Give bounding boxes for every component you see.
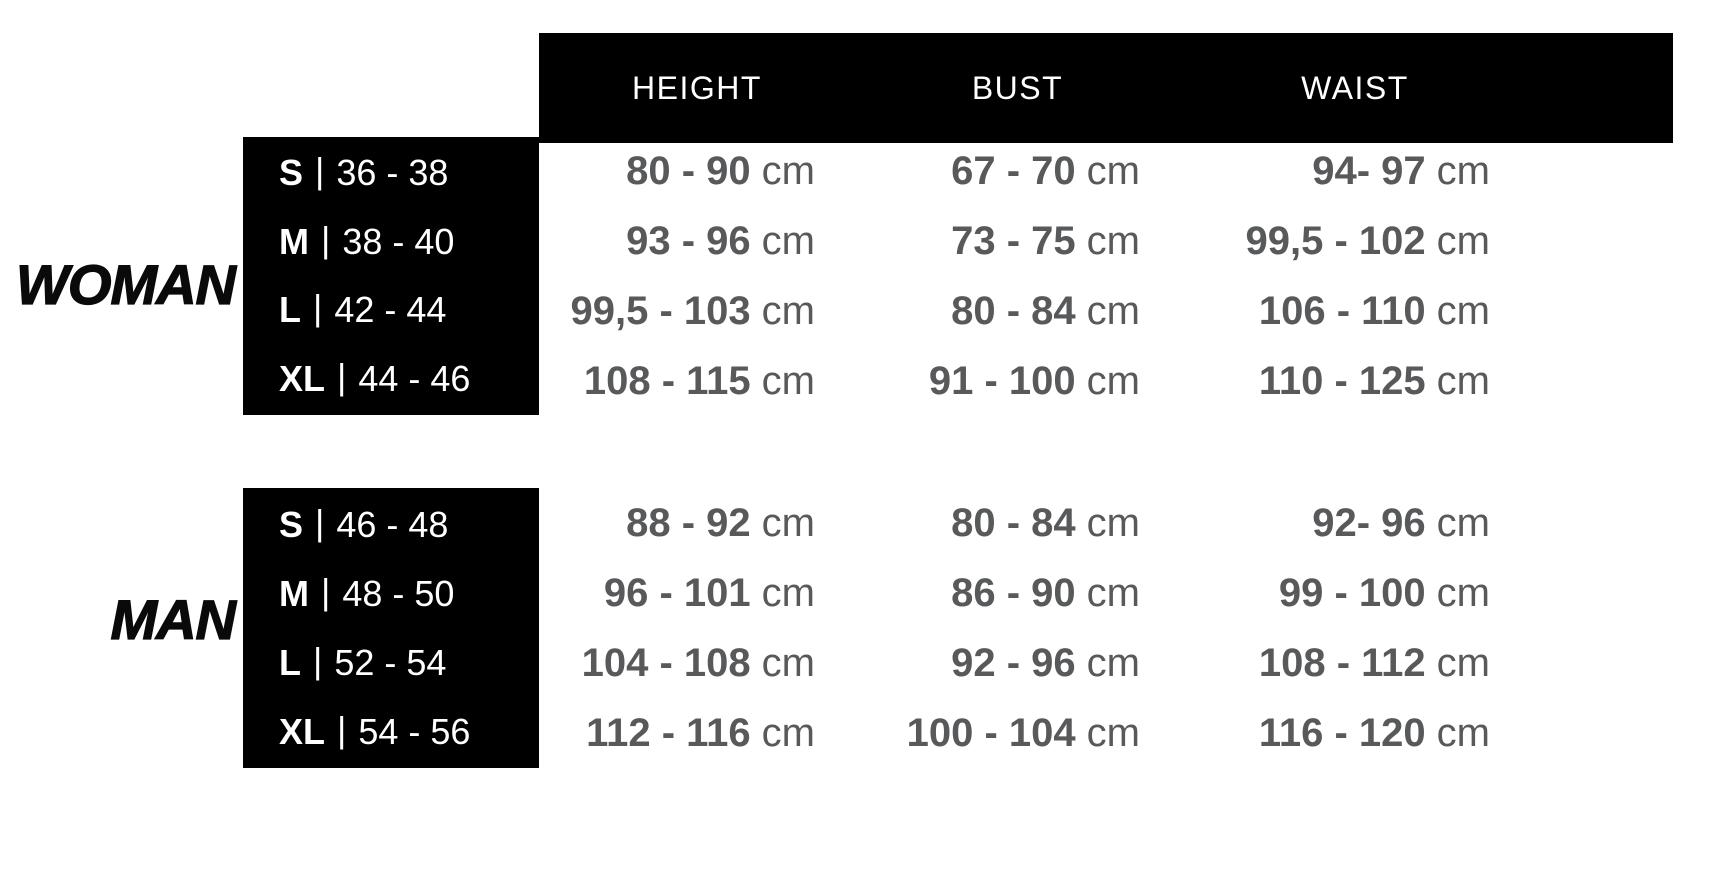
woman-size-row-m: [243, 208, 539, 277]
size-range: 54 - 56: [358, 710, 471, 752]
man-size-row-xl: [243, 697, 539, 766]
man-size-row-m: [243, 559, 539, 628]
value-number: 108 - 115: [583, 358, 751, 403]
value-unit: cm: [1436, 640, 1490, 685]
size-separator: |: [337, 708, 347, 750]
header-height: HEIGHT: [632, 69, 762, 106]
value-unit: cm: [1086, 358, 1140, 403]
value-unit: cm: [761, 148, 815, 193]
size-letter: XL: [279, 357, 326, 399]
value-number: 108 - 112: [1258, 640, 1426, 685]
bust-value: [855, 346, 1180, 416]
value-number: 110 - 125: [1258, 358, 1426, 403]
value-number: 92 - 96: [951, 640, 1076, 685]
value-unit: cm: [1436, 358, 1490, 403]
waist-value: [1180, 488, 1530, 558]
value-unit: cm: [1436, 710, 1490, 755]
value-number: 112 - 116: [586, 710, 751, 755]
bust-value: [855, 698, 1180, 768]
size-letter: M: [279, 220, 309, 262]
size-separator: |: [315, 150, 325, 192]
bust-value: [855, 628, 1180, 698]
value-number: 80 - 84: [951, 288, 1076, 333]
man-measurements-row-s: [539, 488, 1530, 558]
man-measurements-row-xl: [539, 698, 1530, 768]
value-unit: cm: [1436, 570, 1490, 615]
value-number: 99,5 - 103: [570, 288, 751, 333]
height-value: [539, 698, 855, 768]
height-value: [539, 346, 855, 416]
height-value: [539, 206, 855, 276]
height-value: [539, 488, 855, 558]
value-number: 88 - 92: [626, 500, 751, 545]
value-unit: cm: [1086, 500, 1140, 545]
woman-size-box: [243, 137, 539, 415]
waist-value: [1180, 346, 1530, 416]
measurement-header-bar: [539, 33, 1673, 143]
waist-value: [1180, 276, 1530, 346]
man-size-row-l: [243, 628, 539, 697]
man-measurements-row-m: [539, 558, 1530, 628]
size-letter: M: [279, 572, 309, 614]
value-number: 67 - 70: [951, 148, 1076, 193]
value-number: 116 - 120: [1258, 710, 1426, 755]
woman-size-row-xl: [243, 345, 539, 414]
size-range: 48 - 50: [342, 572, 455, 614]
value-number: 80 - 90: [626, 148, 751, 193]
woman-measurements-row-m: [539, 206, 1530, 276]
header-bust: BUST: [971, 69, 1064, 106]
value-unit: cm: [1436, 218, 1490, 263]
value-number: 100 - 104: [906, 710, 1076, 755]
value-unit: cm: [1086, 218, 1140, 263]
value-unit: cm: [761, 640, 815, 685]
size-letter: S: [279, 503, 304, 545]
waist-value: [1180, 558, 1530, 628]
size-separator: |: [337, 355, 347, 397]
woman-size-row-l: [243, 276, 539, 345]
value-number: 96 - 101: [603, 570, 751, 615]
man-measurements-row-l: [539, 628, 1530, 698]
value-unit: cm: [1086, 640, 1140, 685]
woman-measurements-row-l: [539, 276, 1530, 346]
value-unit: cm: [1436, 288, 1490, 333]
waist-value: [1180, 136, 1530, 206]
size-letter: L: [279, 641, 301, 683]
woman-section-label: WOMAN: [16, 252, 235, 316]
size-range: 44 - 46: [358, 357, 471, 399]
size-range: 36 - 38: [336, 152, 449, 194]
size-separator: |: [313, 287, 323, 329]
man-size-row-s: [243, 490, 539, 559]
size-range: 38 - 40: [342, 220, 455, 262]
size-separator: |: [315, 501, 325, 543]
size-range: 46 - 48: [336, 503, 449, 545]
value-number: 92- 96: [1312, 500, 1426, 545]
value-unit: cm: [761, 710, 815, 755]
value-unit: cm: [761, 218, 815, 263]
value-number: 80 - 84: [951, 500, 1076, 545]
height-value: [539, 136, 855, 206]
value-unit: cm: [1086, 710, 1140, 755]
size-separator: |: [321, 570, 331, 612]
size-letter: XL: [279, 710, 326, 752]
bust-value: [855, 558, 1180, 628]
height-value: [539, 558, 855, 628]
size-separator: |: [321, 218, 331, 260]
value-unit: cm: [761, 570, 815, 615]
value-unit: cm: [761, 500, 815, 545]
waist-value: [1180, 206, 1530, 276]
height-value: [539, 276, 855, 346]
value-unit: cm: [1436, 148, 1490, 193]
size-letter: S: [279, 152, 304, 194]
value-number: 99,5 - 102: [1245, 218, 1426, 263]
value-unit: cm: [1086, 288, 1140, 333]
man-size-box: [243, 488, 539, 768]
value-number: 86 - 90: [951, 570, 1076, 615]
value-number: 99 - 100: [1278, 570, 1426, 615]
value-number: 91 - 100: [928, 358, 1076, 403]
bust-value: [855, 136, 1180, 206]
value-number: 106 - 110: [1258, 288, 1426, 333]
bust-value: [855, 276, 1180, 346]
woman-measurements-row-s: [539, 136, 1530, 206]
waist-value: [1180, 628, 1530, 698]
value-unit: cm: [1086, 148, 1140, 193]
value-unit: cm: [761, 358, 815, 403]
bust-value: [855, 488, 1180, 558]
woman-measurements-row-xl: [539, 346, 1530, 416]
value-number: 104 - 108: [581, 640, 751, 685]
size-range: 42 - 44: [334, 289, 447, 331]
waist-value: [1180, 698, 1530, 768]
header-waist: WAIST: [1301, 69, 1409, 106]
bust-value: [855, 206, 1180, 276]
man-section-label: MAN: [110, 587, 235, 651]
height-value: [539, 628, 855, 698]
size-separator: |: [313, 639, 323, 681]
value-unit: cm: [1086, 570, 1140, 615]
value-unit: cm: [761, 288, 815, 333]
size-letter: L: [279, 289, 301, 331]
value-number: 73 - 75: [951, 218, 1076, 263]
value-number: 93 - 96: [626, 218, 751, 263]
woman-size-row-s: [243, 139, 539, 208]
size-range: 52 - 54: [334, 641, 447, 683]
value-unit: cm: [1436, 500, 1490, 545]
value-number: 94- 97: [1312, 148, 1426, 193]
